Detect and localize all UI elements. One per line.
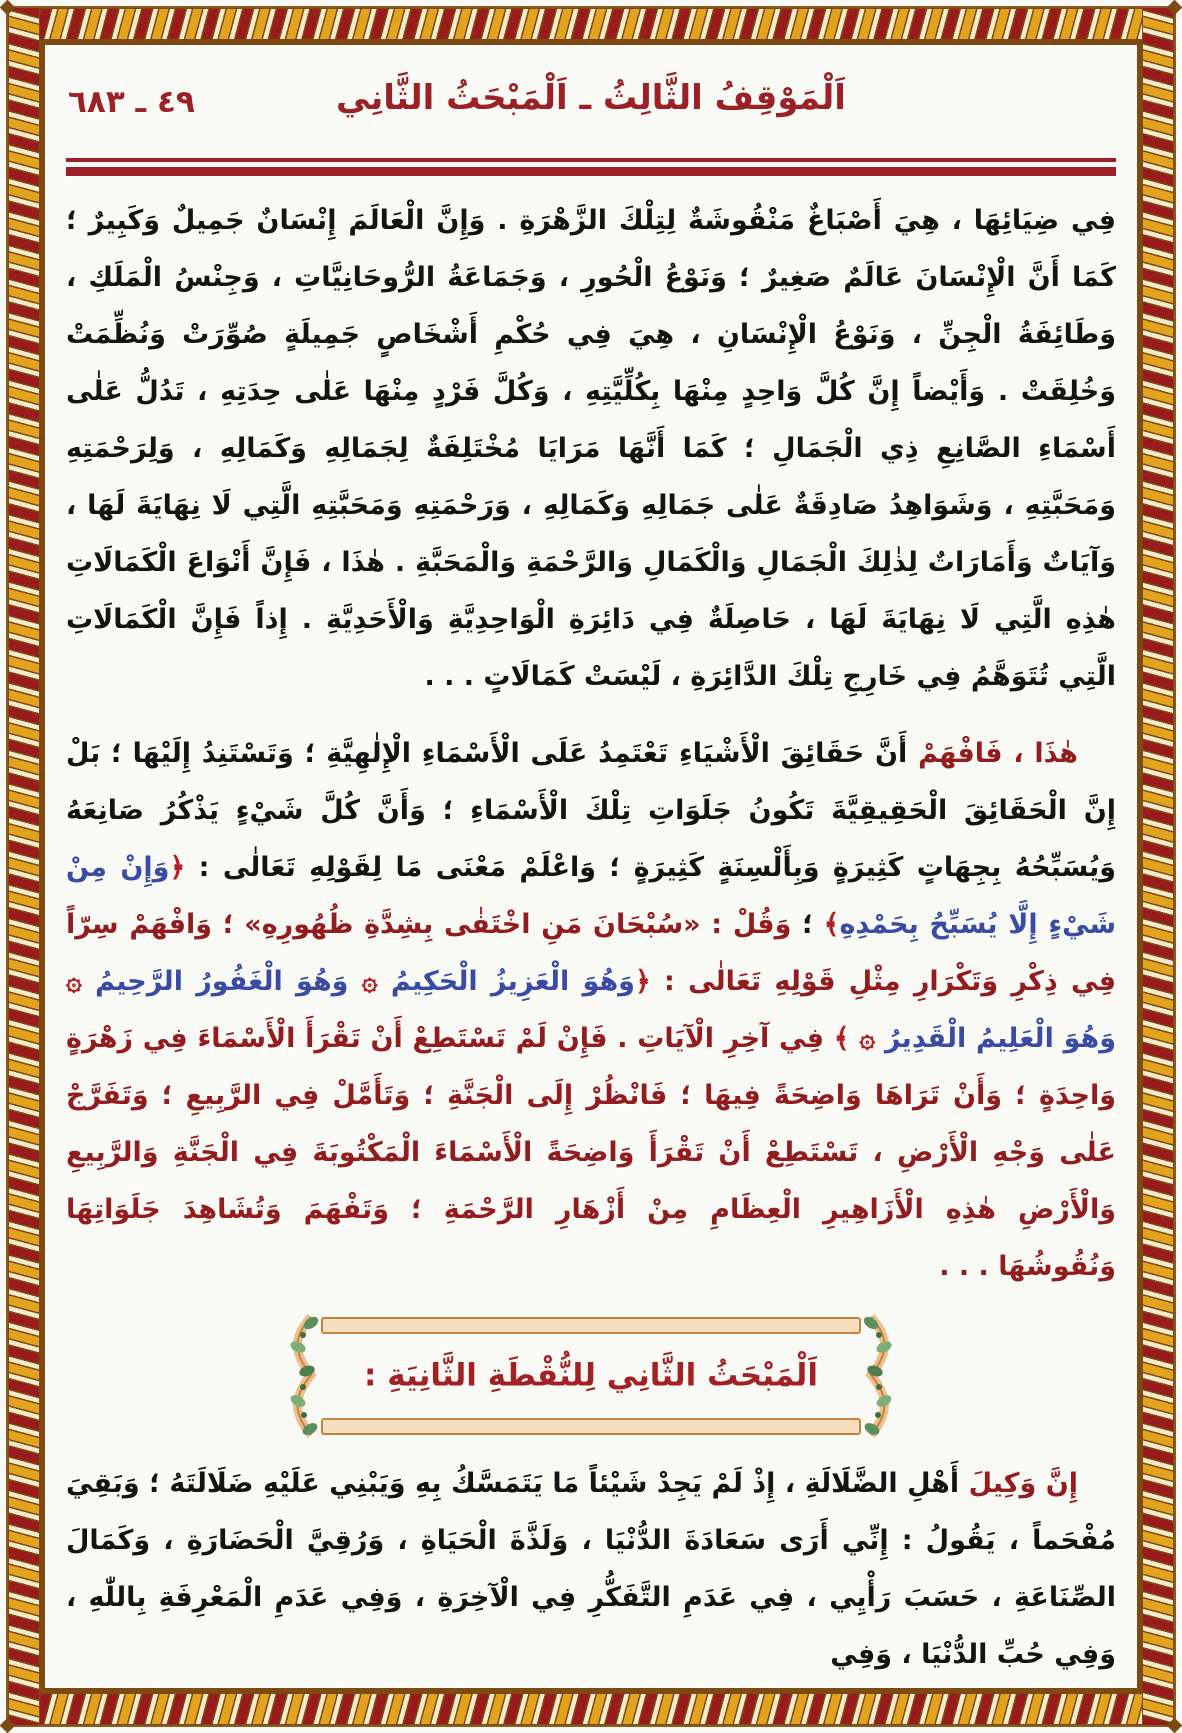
- page-content: [50, 50, 1132, 1683]
- quran-verse-2b: وَهُوَ الْغَفُورُ الرَّحِيمُ: [95, 966, 349, 997]
- page-title: اَلْمَوْقِفُ الثَّالِثُ ـ اَلْمَبْحَثُ الثَّانِي: [336, 78, 846, 118]
- rosette-icon: ۞: [849, 1023, 885, 1054]
- paragraph-3: [66, 1455, 1116, 1683]
- lead-phrase-red: إِنَّ وَكِيلَ: [959, 1468, 1078, 1499]
- page-numbers: ٤٩ ـ ٦٨٣: [68, 84, 195, 120]
- border-chain-left: [8, 8, 40, 1725]
- cartouche-bottom-bar: [321, 1418, 861, 1435]
- vine-ornament-icon: [281, 1313, 329, 1439]
- red-passage: فِي آخِرِ الْآيَاتِ . فَإِنْ لَمْ تَسْتَطِعْ أَنْ تَقْرَأَ الْأَسْمَاءَ فِي زَهْرَةٍ وَاحِدَةٍ ؛ وَأَنْ تَرَاهَا وَاضِحَةً فِيهَا ؛ فَانْظُرْ إِلَى الْجَنَّةِ ؛ وَتَأَمَّلْ فِي الرَّبِيعِ ؛ وَتَفَرَّجْ عَلٰى وَجْهِ الْأَرْضِ ، تَسْتَطِعْ أَنْ تَقْرَأَ وَاضِحَةً الْأَسْمَاءَ الْمَكْتُوبَةَ فِي الْجَنَّةِ وَالرَّبِيعِ وَالْأَرْضِ هٰذِهِ الْأَزَاهِيرِ الْعِظَامِ مِنْ أَزْهَارِ الرَّحْمَةِ ؛ وَتَفْهَمَ وَتُشَاهِدَ جَلَوَاتِهَا وَنُقُوشُهَا . . .: [66, 1023, 1116, 1282]
- border-chain-right: [1142, 8, 1174, 1725]
- border-corner-icon: [0, 0, 15, 15]
- quran-verse-2a: وَهُوَ الْعَزِيزُ الْحَكِيمُ: [390, 966, 635, 997]
- punctuation: ؛: [791, 909, 824, 940]
- paragraph-2-text: أَنَّ حَقَائِقَ الْأَشْيَاءِ تَعْتَمِدُ عَلَى الْأَسْمَاءِ الْإِلٰهِيَّةِ ؛ وَتَسْتَنِدُ إِلَيْهَا ؛ بَلْ إِنَّ الْحَقَائِقَ الْحَقِيقِيَّةَ تَكُونُ جَلَوَاتِ تِلْكَ الْأَسْمَاءِ ؛ وَأَنَّ كُلَّ شَيْءٍ يَذْكُرُ صَانِعَهُ وَيُسَبِّحُهُ بِجِهَاتٍ كَثِيرَةٍ وَبِأَلْسِنَةٍ كَثِيرَةٍ ؛ وَاعْلَمْ مَعْنَى مَا لِقَوْلِهِ تَعَالٰى :: [66, 738, 1117, 883]
- paragraph-3-text: أَهْلِ الضَّلَالَةِ ، إِذْ لَمْ يَجِدْ شَيْئاً مَا يَتَمَسَّكُ بِهِ وَيَبْنِي عَلَيْهِ ضَلَالَتَهُ ؛ وَبَقِيَ مُفْحَماً ، يَقُولُ : إِنِّي أَرَى سَعَادَةَ الدُّنْيَا ، وَلَذَّةَ الْحَيَاةِ ، وَرُقِيَّ الْحَضَارَةِ ، وَكَمَالَ الصِّنَاعَةِ ، حَسَبَ رَأْيِي ، فِي عَدَمِ التَّفَكُّرِ فِي الْآخِرَةِ ، وَفِي عَدَمِ الْمَعْرِفَةِ بِاللّٰهِ ، وَفِي حُبِّ الدُّنْيَا ، وَفِي: [66, 1468, 1116, 1670]
- ornate-bracket-open-icon: ﴿: [634, 966, 651, 997]
- border-chain-bottom: [8, 1693, 1174, 1725]
- quran-verse-1: وَإِنْ مِنْ شَيْءٍ إِلَّا يُسَبِّحُ بِحَمْدِهِ: [66, 852, 1116, 940]
- body-text: [66, 192, 1116, 1683]
- rosette-icon: ۞: [66, 966, 96, 997]
- border-corner-icon: [1167, 1718, 1182, 1733]
- rosette-icon: ۞: [348, 966, 391, 997]
- lead-phrase-red: هٰذَا ، فَافْهَمْ: [907, 738, 1079, 769]
- ornate-bracket-open-icon: ﴿: [169, 852, 186, 883]
- paragraph-2: [66, 725, 1116, 1295]
- border-corner-icon: [1167, 0, 1182, 15]
- header-divider-thin: [66, 158, 1116, 162]
- quran-verse-2c: وَهُوَ الْعَلِيمُ الْقَدِيرُ: [884, 1023, 1116, 1054]
- page-header: [66, 76, 1116, 148]
- ornate-bracket-close-icon: ﴾: [833, 1023, 850, 1054]
- paragraph-1: [66, 192, 1116, 705]
- red-commentary: وَقُلْ : «سُبْحَانَ مَنِ اخْتَفٰى بِشِدَّةِ ظُهُورِهِ» ؛ وَافْهَمْ سِرّاً فِي ذِكْرِ وَتَكْرَارِ مِثْلِ قَوْلِهِ تَعَالٰى :: [66, 909, 1116, 997]
- paragraph-1-text: فِي ضِيَائِهَا ، هِيَ أَصْبَاغٌ مَنْقُوشَةٌ لِتِلْكَ الزَّهْرَةِ . وَإِنَّ الْعَالَمَ إِنْسَانٌ جَمِيلٌ وَكَبِيرٌ ؛ كَمَا أَنَّ الْإِنْسَانَ عَالَمٌ صَغِيرٌ ؛ وَنَوْعُ الْحُورِ ، وَجَمَاعَةُ الرُّوحَانِيَّاتِ ، وَجِنْسُ الْمَلَكِ ، وَطَائِفَةُ الْجِنِّ ، وَنَوْعُ الْإِنْسَانِ ، هِيَ فِي حُكْمِ أَشْخَاصٍ جَمِيلَةٍ صُوِّرَتْ وَنُظِّمَتْ وَخُلِقَتْ . وَأَيْضاً إِنَّ كُلَّ وَاحِدٍ مِنْهَا بِكُلِّيَّتِهِ ، وَكُلَّ فَرْدٍ مِنْهَا عَلٰى حِدَتِهِ ، تَدُلُّ عَلٰى أَسْمَاءِ الصَّانِعِ ذِي الْجَمَالِ ؛ كَمَا أَنَّهَا مَرَايَا مُخْتَلِفَةٌ لِجَمَالِهِ وَكَمَالِهِ ، وَلِرَحْمَتِهِ وَمَحَبَّتِهِ ، وَشَوَاهِدُ صَادِقَةٌ عَلٰى جَمَالِهِ وَكَمَالِهِ ، وَرَحْمَتِهِ وَمَحَبَّتِهِ الَّتِي لَا نِهَايَةَ لَهَا ، وَآيَاتٌ وَأَمَارَاتٌ لِذٰلِكَ الْجَمَالِ وَالْكَمَالِ وَالرَّحْمَةِ وَالْمَحَبَّةِ . هٰذَا ، فَإِنَّ أَنْوَاعَ الْكَمَالَاتِ هٰذِهِ الَّتِي لَا نِهَايَةَ لَهَا ، حَاصِلَةٌ فِي دَائِرَةِ الْوَاحِدِيَّةِ وَالْأَحَدِيَّةِ . إِذاً فَإِنَّ الْكَمَالَاتِ الَّتِي تُتَوَهَّمُ فِي خَارِجِ تِلْكَ الدَّائِرَةِ ، لَيْسَتْ كَمَالَاتٍ . . .: [66, 205, 1116, 692]
- section-heading-cartouche: [291, 1317, 891, 1435]
- section-heading: اَلْمَبْحَثُ الثَّانِي لِلنُّقْطَةِ الثَّانِيَةِ :: [364, 1357, 818, 1394]
- header-divider-thick: [66, 167, 1116, 176]
- cartouche-top-bar: [321, 1317, 861, 1334]
- border-corner-icon: [0, 1718, 15, 1733]
- ornate-bracket-close-icon: ﴾: [823, 909, 840, 940]
- border-chain-top: [8, 8, 1174, 40]
